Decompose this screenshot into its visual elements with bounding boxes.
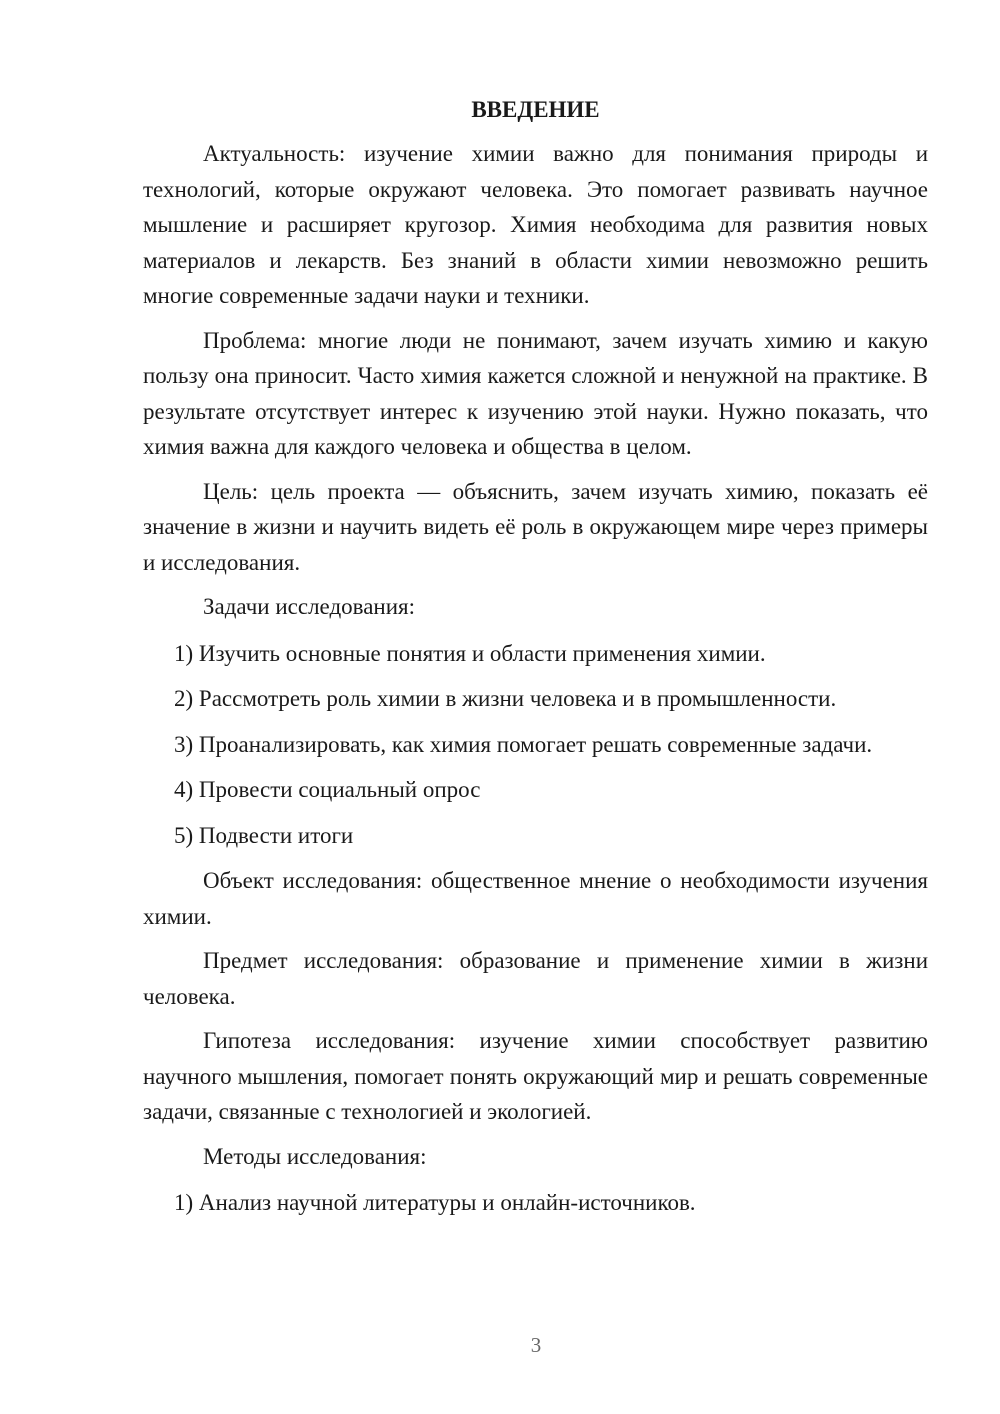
task-item-1: 1) Изучить основные понятия и области применения химии. (174, 640, 766, 666)
method-item-1: 1) Анализ научной литературы и онлайн-источников. (174, 1190, 696, 1215)
object-paragraph: Объект исследования: общественное мнение о необходимости изучения химии. (143, 868, 928, 929)
task-item-2: 2) Рассмотреть роль химии в жизни человека и в промышленности. (174, 686, 837, 711)
methods-heading: Методы исследования: (203, 1143, 427, 1169)
subject-paragraph: Предмет исследования: образование и применение химии в жизни человека. (143, 948, 928, 1009)
goal-paragraph: Цель: цель проекта — объяснить, зачем изучать химию, показать её значение в жизни и научить видеть её роль в окружающем мире через примеры и исследования. (143, 478, 928, 575)
section-title: ВВЕДЕНИЕ (471, 97, 600, 122)
problem-paragraph: Проблема: многие люди не понимают, зачем изучать химию и какую пользу она приносит. Часто химия кажется сложной и ненужной на практике. В результате отсутствует интерес к изучению этой науки. Нужно показать, что химия важна для каждого человека и общества в целом. (143, 327, 928, 459)
hypothesis-paragraph: Гипотеза исследования: изучение химии способствует развитию научного мышления, помогает понять окружающий мир и решать современные задачи, связанные с технологией и экологией. (143, 1028, 928, 1124)
document-page (143, 95, 928, 1231)
task-item-3: 3) Проанализировать, как химия помогает решать современные задачи. (174, 731, 873, 757)
task-item-5: 5) Подвести итоги (174, 822, 354, 848)
page-number: 3 (530, 1333, 542, 1357)
tasks-heading: Задачи исследования: (203, 594, 416, 619)
task-item-4: 4) Провести социальный опрос (174, 777, 481, 802)
relevance-paragraph: Актуальность: изучение химии важно для понимания природы и технологий, которые окружают человека. Это помогает развивать научное мышление и расширяет кругозор. Химия необходима для развития новых материалов и лекарств. Без знаний в области химии невозможно решить многие современные задачи науки и техники. (143, 141, 928, 308)
